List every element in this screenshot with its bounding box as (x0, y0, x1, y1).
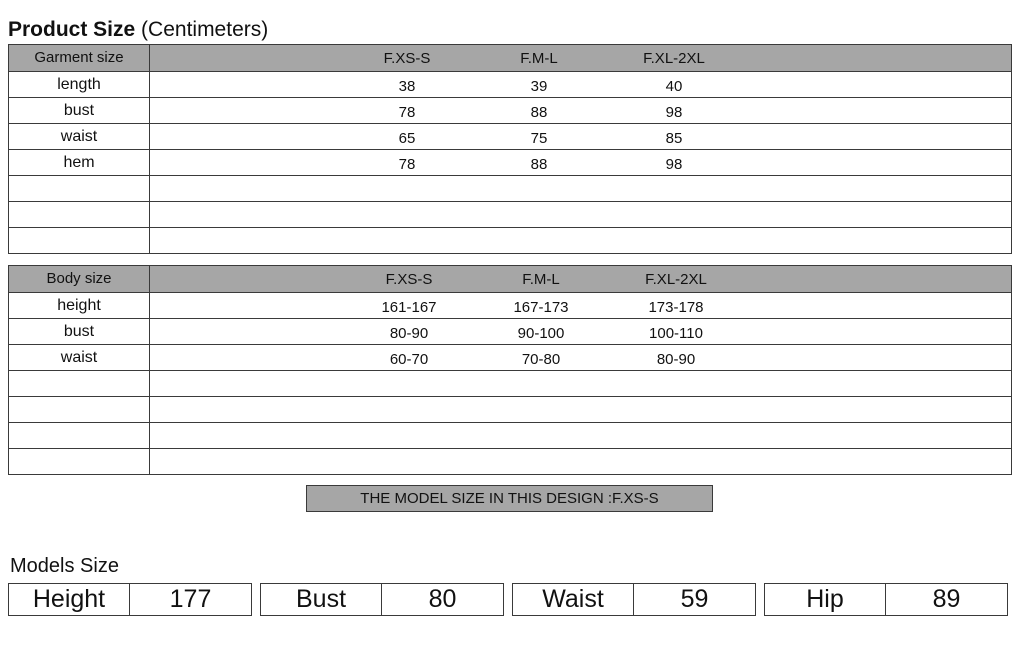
garment-size-table (8, 44, 1012, 254)
models-size-title: Models Size (10, 555, 119, 577)
table-cell: 80-90 (656, 351, 696, 368)
measurement-value: 89 (932, 585, 961, 613)
size-column-header: F.XS-S (385, 271, 433, 288)
row-label: bust (9, 98, 150, 123)
measurement-value: 177 (169, 585, 212, 613)
table-cell: 70-80 (521, 351, 561, 368)
table-header-row (9, 266, 1011, 292)
table-cell: 90-100 (517, 325, 565, 342)
size-column-header: F.XS-S (383, 50, 431, 67)
table-row (9, 123, 1011, 149)
table-cell: 161-167 (381, 299, 437, 316)
size-column-header: F.M-L (522, 271, 560, 288)
table-row (9, 71, 1011, 97)
table-cell: 98 (665, 104, 683, 121)
size-column-header: F.M-L (520, 50, 558, 67)
model-measurement-bust (260, 583, 504, 616)
row-label: height (9, 293, 150, 318)
table-header-row (9, 45, 1011, 71)
table-cell: 78 (398, 156, 416, 173)
table-cell: 38 (398, 78, 416, 95)
table-cell: 85 (665, 130, 683, 147)
table-cell: 167-173 (513, 299, 569, 316)
table-cell: 173-178 (648, 299, 704, 316)
table-row (9, 227, 1011, 253)
table-cell: 75 (530, 130, 548, 147)
row-label (9, 397, 150, 422)
body-size-table (8, 265, 1012, 475)
page-title (8, 16, 268, 44)
measurement-label: Bust (261, 584, 382, 615)
table-cell: 88 (530, 156, 548, 173)
table-row (9, 370, 1011, 396)
model-size-note: THE MODEL SIZE IN THIS DESIGN :F.XS-S (306, 485, 713, 512)
header-label: Body size (9, 266, 150, 292)
measurement-label: Height (9, 584, 130, 615)
header-sizes (150, 266, 1011, 292)
title-main: Product Size (8, 18, 136, 41)
table-cell: 65 (398, 130, 416, 147)
table-cell: 88 (530, 104, 548, 121)
measurement-value: 80 (428, 585, 457, 613)
table-row (9, 448, 1011, 474)
table-cell: 78 (398, 104, 416, 121)
table-row (9, 149, 1011, 175)
row-label (9, 202, 150, 227)
table-cell: 100-110 (649, 325, 703, 342)
row-label (9, 228, 150, 253)
table-row (9, 201, 1011, 227)
measurement-value: 59 (680, 585, 709, 613)
row-label: length (9, 72, 150, 97)
header-label: Garment size (9, 45, 150, 71)
measurement-label: Waist (513, 584, 634, 615)
row-label: waist (9, 124, 150, 149)
table-cell: 98 (665, 156, 683, 173)
row-label: hem (9, 150, 150, 175)
table-row (9, 396, 1011, 422)
table-row (9, 97, 1011, 123)
table-row (9, 344, 1011, 370)
table-cell: 80-90 (389, 325, 429, 342)
row-label (9, 371, 150, 396)
row-label (9, 176, 150, 201)
table-row (9, 175, 1011, 201)
model-measurement-waist (512, 583, 756, 616)
row-label: bust (9, 319, 150, 344)
table-row (9, 318, 1011, 344)
table-cell: 39 (530, 78, 548, 95)
model-measurement-hip (764, 583, 1008, 616)
measurement-label: Hip (765, 584, 886, 615)
title-unit: (Centimeters) (141, 18, 269, 41)
table-cell: 40 (665, 78, 683, 95)
size-column-header: F.XL-2XL (645, 271, 707, 288)
row-label (9, 449, 150, 474)
size-column-header: F.XL-2XL (643, 50, 705, 67)
table-row (9, 422, 1011, 448)
row-label: waist (9, 345, 150, 370)
table-row (9, 292, 1011, 318)
row-label (9, 423, 150, 448)
table-cell: 60-70 (389, 351, 429, 368)
model-measurement-height (8, 583, 252, 616)
header-sizes (150, 45, 1011, 71)
